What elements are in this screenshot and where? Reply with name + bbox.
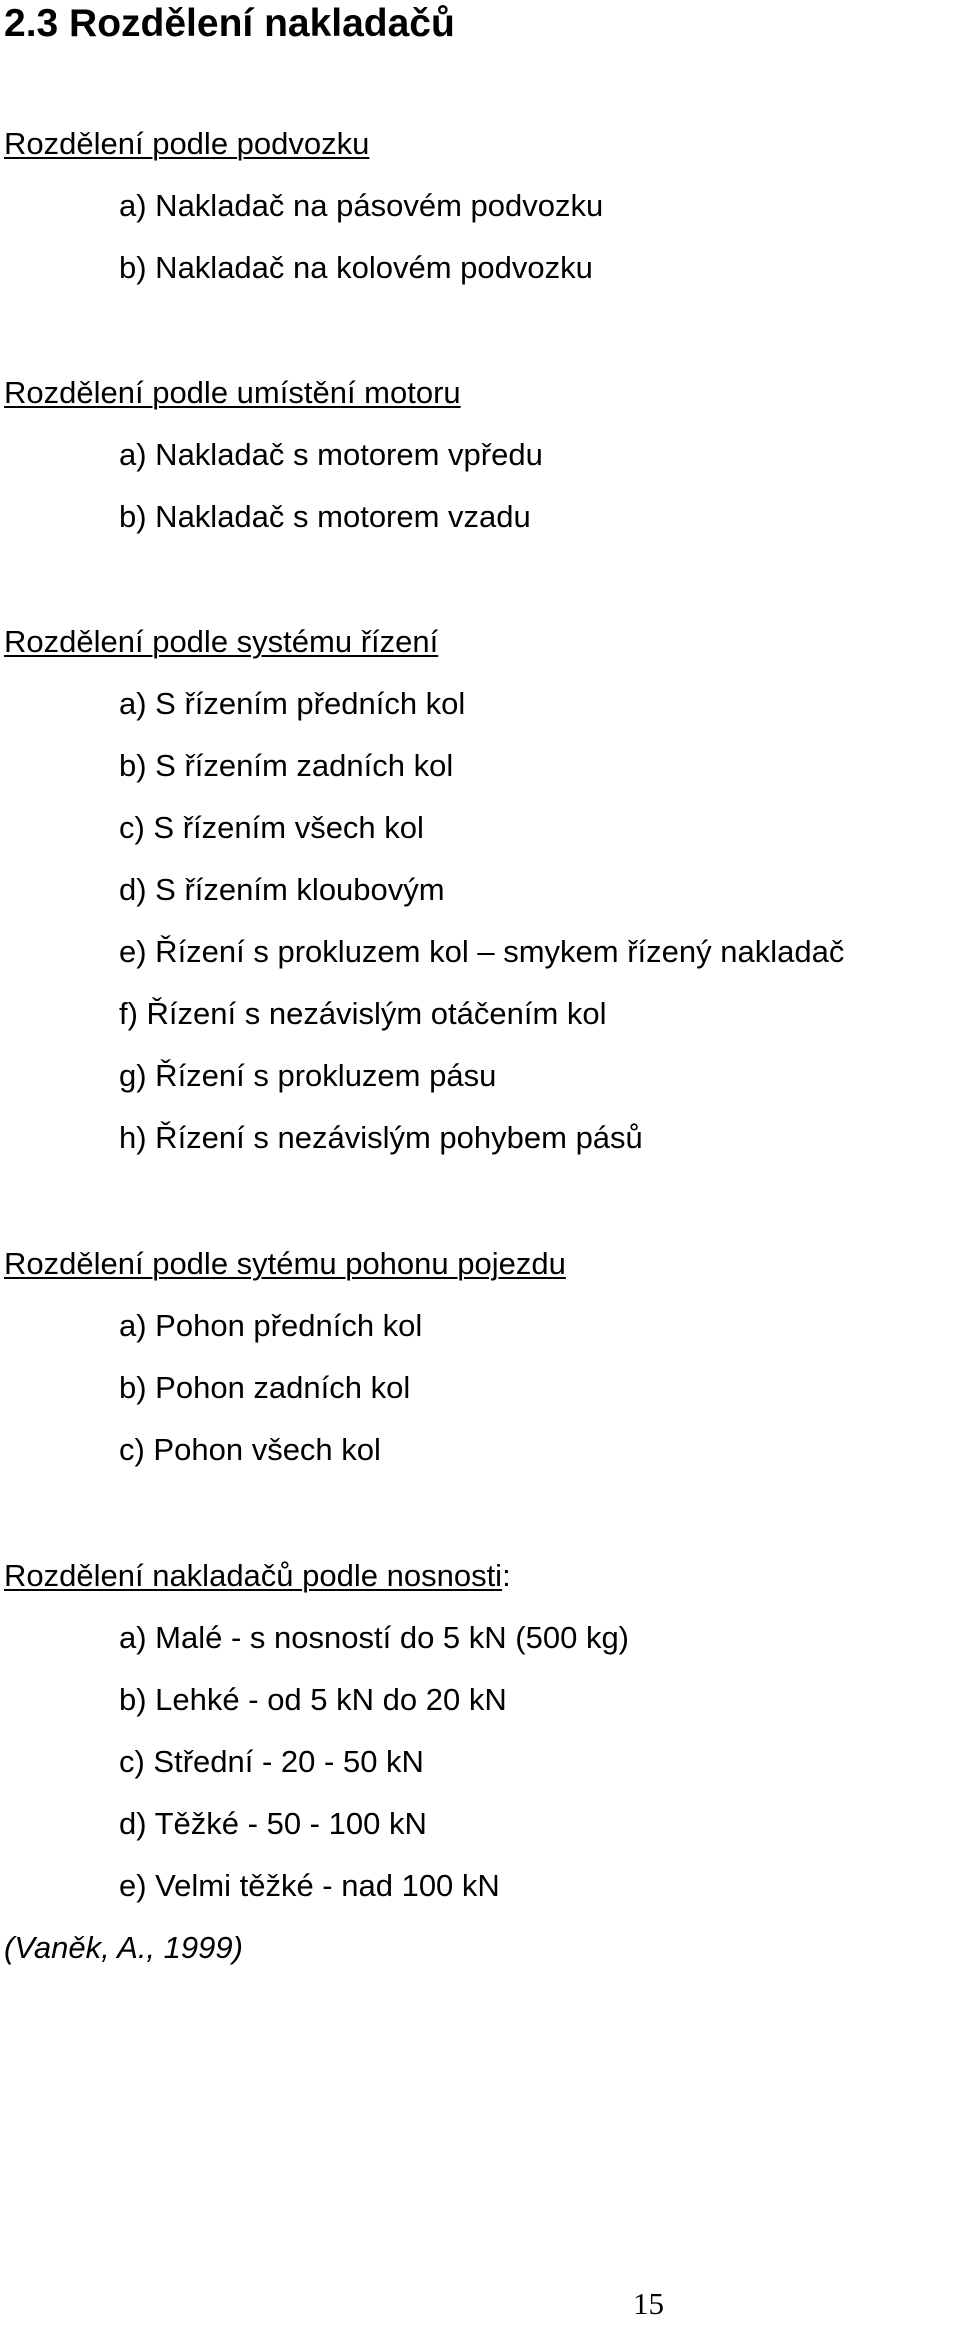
list-item: a) Pohon předních kol	[119, 1308, 423, 1343]
list-item: b) S řízením zadních kol	[119, 748, 454, 783]
section-title-drive-system	[4, 1246, 566, 1282]
section-title-text: Rozdělení podle sytému pohonu pojezdu	[4, 1246, 566, 1281]
section-title-engine-position	[4, 375, 461, 411]
list-item: g) Řízení s prokluzem pásu	[119, 1058, 497, 1093]
list-item: a) S řízením předních kol	[119, 686, 466, 721]
page-number: 15	[633, 2286, 664, 2321]
section-title-text: Rozdělení nakladačů podle nosnosti	[4, 1558, 503, 1593]
section-title-text: Rozdělení podle umístění motoru	[4, 375, 461, 410]
section-title-undercarriage	[4, 126, 369, 162]
section-title-load-capacity	[4, 1558, 511, 1594]
list-item: h) Řízení s nezávislým pohybem pásů	[119, 1120, 643, 1155]
list-item: a) Malé - s nosností do 5 kN (500 kg)	[119, 1620, 630, 1655]
list-item: c) Pohon všech kol	[119, 1432, 381, 1467]
list-item: b) Pohon zadních kol	[119, 1370, 411, 1405]
list-item: a) Nakladač s motorem vpředu	[119, 437, 543, 472]
list-item: b) Nakladač na kolovém podvozku	[119, 250, 593, 285]
section-title-suffix: :	[502, 1558, 511, 1593]
list-item: d) S řízením kloubovým	[119, 872, 445, 907]
citation: (Vaněk, A., 1999)	[4, 1930, 243, 1965]
section-heading: 2.3 Rozdělení nakladačů	[4, 2, 455, 45]
list-item: a) Nakladač na pásovém podvozku	[119, 188, 604, 223]
list-item: f) Řízení s nezávislým otáčením kol	[119, 996, 607, 1031]
section-title-steering-system	[4, 624, 438, 660]
list-item: e) Velmi těžké - nad 100 kN	[119, 1868, 500, 1903]
section-title-text: Rozdělení podle systému řízení	[4, 624, 439, 659]
list-item: b) Nakladač s motorem vzadu	[119, 499, 531, 534]
list-item: c) S řízením všech kol	[119, 810, 424, 845]
list-item: e) Řízení s prokluzem kol – smykem řízený nakladač	[119, 934, 845, 969]
list-item: b) Lehké - od 5 kN do 20 kN	[119, 1682, 507, 1717]
list-item: d) Těžké - 50 - 100 kN	[119, 1806, 427, 1841]
section-title-text: Rozdělení podle podvozku	[4, 126, 370, 161]
list-item: c) Střední - 20 - 50 kN	[119, 1744, 424, 1779]
